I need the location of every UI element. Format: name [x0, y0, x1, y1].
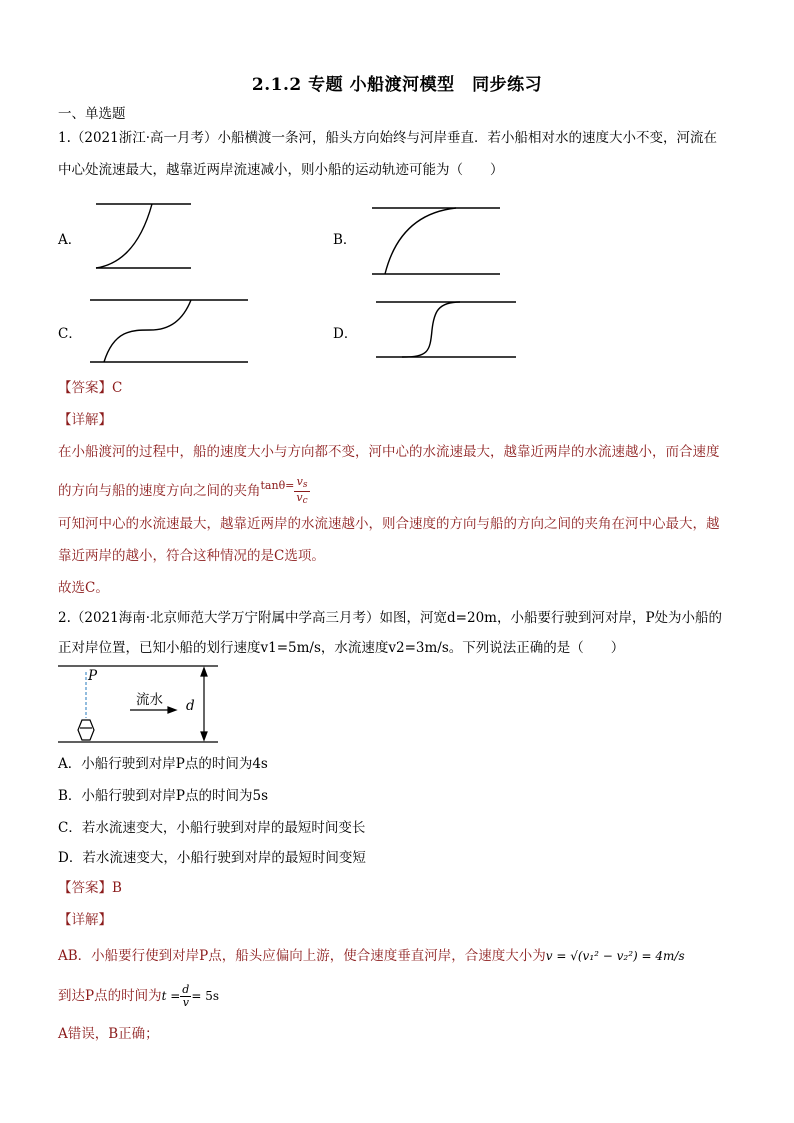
q1-option-c-label: C． [58, 326, 82, 342]
q2-stem-line1: 2.（2021海南·北京师范大学万宁附属中学高三月考）如图，河宽d=20m，小船要行驶到河对岸，P处为小船的 [58, 610, 723, 626]
q2-figure-label-p: P [88, 668, 98, 684]
q2-explanation-line3: A错误，B正确； [58, 1026, 159, 1042]
q1-option-a-label: A． [58, 232, 82, 248]
q1-option-b-label: B． [333, 232, 357, 248]
q2-explanation-line2-text: 到达P点的时间为 [58, 988, 162, 1004]
q1-explanation-line3: 可知河中心的水流速最大，越靠近两岸的水流速越小，则合速度的方向与船的方向之间的夹角在河中心最大，越 [58, 516, 720, 532]
q1-explanation-line4: 靠近两岸的越小，符合这种情况的是C选项。 [58, 548, 325, 564]
q2-explanation-line1-text: AB．小船要行使到对岸P点，船头应偏向上游，使合速度垂直河岸，合速度大小为 [58, 948, 546, 964]
q2-option-a: A．小船行驶到对岸P点的时间为4s [58, 756, 268, 772]
q1-stem-line2: 中心处流速最大，越靠近两岸流速减小，则小船的运动轨迹可能为（ ） [58, 162, 504, 178]
q1-explanation-line1: 在小船渡河的过程中，船的速度大小与方向都不变，河中心的水流速最大，越靠近两岸的水流速越小，而合速度 [58, 444, 720, 460]
q1-stem-line1: 1.（2021浙江·高一月考）小船横渡一条河，船头方向始终与河岸垂直．若小船相对水的速度大小不变，河流在 [58, 130, 718, 146]
q2-stem-line2: 正对岸位置，已知小船的划行速度v1=5m/s，水流速度v2=3m/s。下列说法正确的是（ ） [58, 640, 625, 656]
q2-explanation-line1 [58, 946, 685, 966]
q2-formula-t-fraction: $\frac{d}{v}$ [182, 983, 190, 1009]
q1-detail-heading: 【详解】 [58, 412, 112, 428]
q2-option-c: C．若水流速变大，小船行驶到对岸的最短时间变长 [58, 820, 366, 836]
q2-answer: 【答案】B [58, 880, 122, 896]
q1-explanation-line2-text: 的方向与船的速度方向之间的夹角 [58, 483, 261, 499]
q2-figure-label-d: d [186, 698, 195, 714]
q1-formula-fraction: $\frac{v_s}{v_c}$ [296, 475, 308, 506]
q1-conclusion: 故选C。 [58, 580, 109, 596]
q2-figure-label-flow: 流水 [136, 692, 163, 708]
q2-formula-t-suffix: = 5s [191, 989, 220, 1003]
q2-option-b: B．小船行驶到对岸P点的时间为5s [58, 788, 269, 804]
q2-formula-v: v = √(v₁² − v₂²) = 4m/s [545, 949, 685, 963]
q1-option-d-label: D． [333, 326, 358, 342]
q1-formula-tan: tanθ= [260, 479, 295, 492]
q2-explanation-line2 [58, 984, 219, 1009]
q1-answer: 【答案】C [58, 380, 123, 396]
q2-formula-t-prefix: t = [161, 989, 181, 1003]
q2-option-d: D．若水流速变大，小船行驶到对岸的最短时间变短 [58, 850, 366, 866]
q2-detail-heading: 【详解】 [58, 912, 112, 928]
page-title: 2.1.2 专题 小船渡河模型 同步练习 [251, 75, 543, 95]
boat-icon [78, 720, 94, 740]
section-heading: 一、单选题 [58, 106, 126, 122]
